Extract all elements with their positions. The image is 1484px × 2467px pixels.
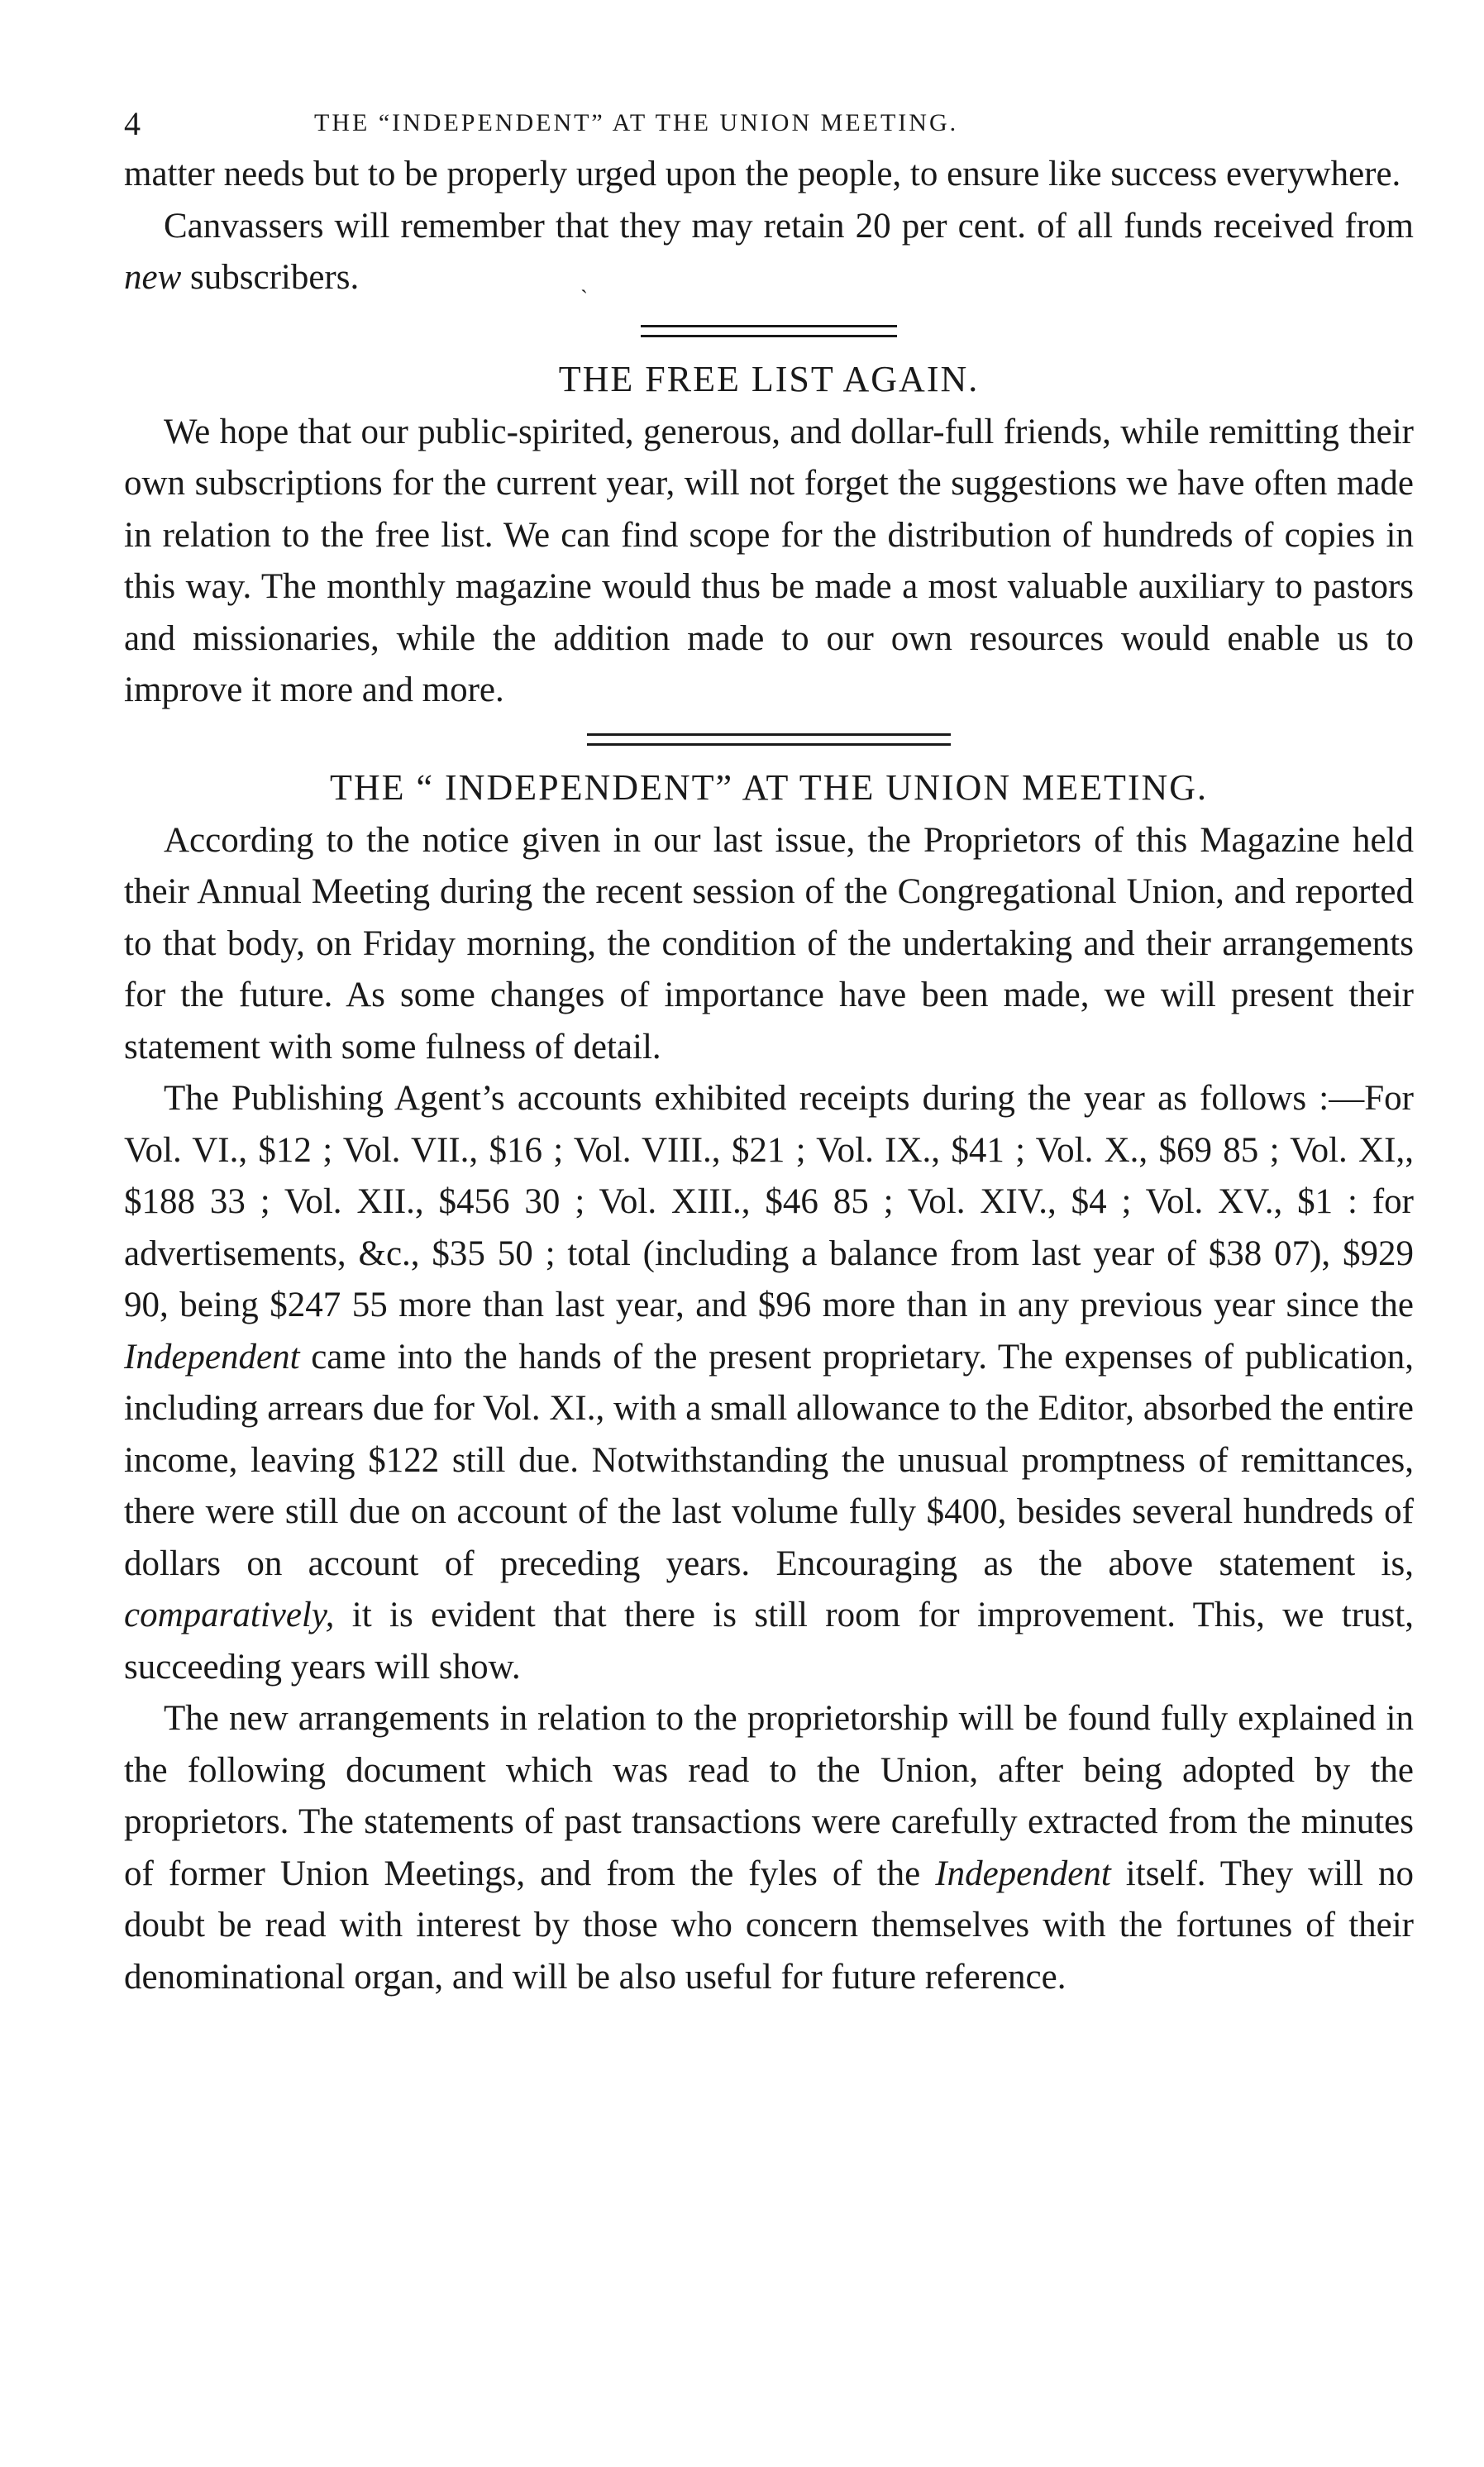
running-head: [124, 99, 1414, 149]
italic-independent: Independent: [124, 1337, 300, 1377]
section-divider-double-rule: [587, 733, 951, 746]
section-divider-double-rule: [641, 325, 897, 337]
intro-paragraph-canvassers: Canvassers will remember that they may retain 20 per cent. of all funds received from new subscribers. ˎ: [124, 201, 1414, 308]
union-meeting-paragraph-accounts: The Publishing Agent’s accounts exhibited receipts during the year as follows :—For Vol. VI., $12 ; Vol. VII., $16 ; Vol. VIII., $21 ; Vol. IX., $41 ; Vol. X., $69 85 ; Vol. XI,, $188 33 ; Vol. XII., $456 30 ; Vol. XIII., $46 85 ; Vol. XIV., $4 ; Vol. XV., $1 : for advertisements, &c., $35 50 ; total (including a balance from last year of $38 07), $929 90, being $247 55 more than last year, and $96 more than in any previous year since the Independent came into the hands of the present proprietary. The expenses of publication, including arrears due for Vol. XI., with a small allowance to the Editor, absorbed the entire income, leaving $122 still due. Notwithstanding the unusual promptness of remittances, there were still due on account of the last volume fully $400, besides several hundreds of dollars on account of preceding years. Encouraging as the above statement is, comparatively, it is evident that there is still room for improvement. This, we trust, succeeding years will show.: [124, 1079, 1414, 1687]
italic-independent: Independent: [935, 1854, 1111, 1893]
union-meeting-paragraph-1: According to the notice given in our last issue, the Proprietors of this Magazine held their Annual Meeting during the recent session of the Congregational Union, and reported to that body, on Friday morning, the condition of the undertaking and their arrangements for the future. As some changes of importance have been made, we will present their statement with some fulness of detail.: [124, 820, 1414, 1066]
italic-comparatively: comparatively,: [124, 1596, 335, 1634]
page-number: 4: [124, 105, 141, 142]
free-list-paragraph: We hope that our public-spirited, generous, and dollar-full friends, while remitting their own subscriptions for the current year, will not forget the suggestions we have often made in relation to the free list. We can find scope for the distribution of hundreds of copies in this way. The monthly magazine would thus be made a most valuable auxiliary to pastors and missionaries, while the addition made to our own resources would enable us to improve it more and more.: [124, 412, 1414, 709]
union-meeting-paragraph-arrangements: The new arrangements in relation to the proprietorship will be found fully explained in the following document which was read to the Union, after being adopted by the proprietors. The statements of past transactions were carefully extracted from the minutes of former Union Meetings, and from the fyles of the Independent itself. They will no doubt be read with interest by those who concern themselves with the fortunes of their denominational organ, and will be also useful for future reference.: [124, 1699, 1415, 1997]
italic-new: new: [124, 258, 182, 297]
book-page: [124, 99, 1414, 2003]
intro-paragraph-continued: matter needs but to be properly urged upon the people, to ensure like success everywhere.: [124, 155, 1401, 193]
section-heading-union-meeting: THE “ INDEPENDENT” AT THE UNION MEETING.: [329, 766, 1209, 808]
stray-ink-mark: ˎ: [580, 270, 588, 293]
section-heading-free-list: THE FREE LIST AGAIN.: [558, 358, 980, 399]
running-head-title: THE “INDEPENDENT” AT THE UNION MEETING.: [314, 109, 959, 136]
